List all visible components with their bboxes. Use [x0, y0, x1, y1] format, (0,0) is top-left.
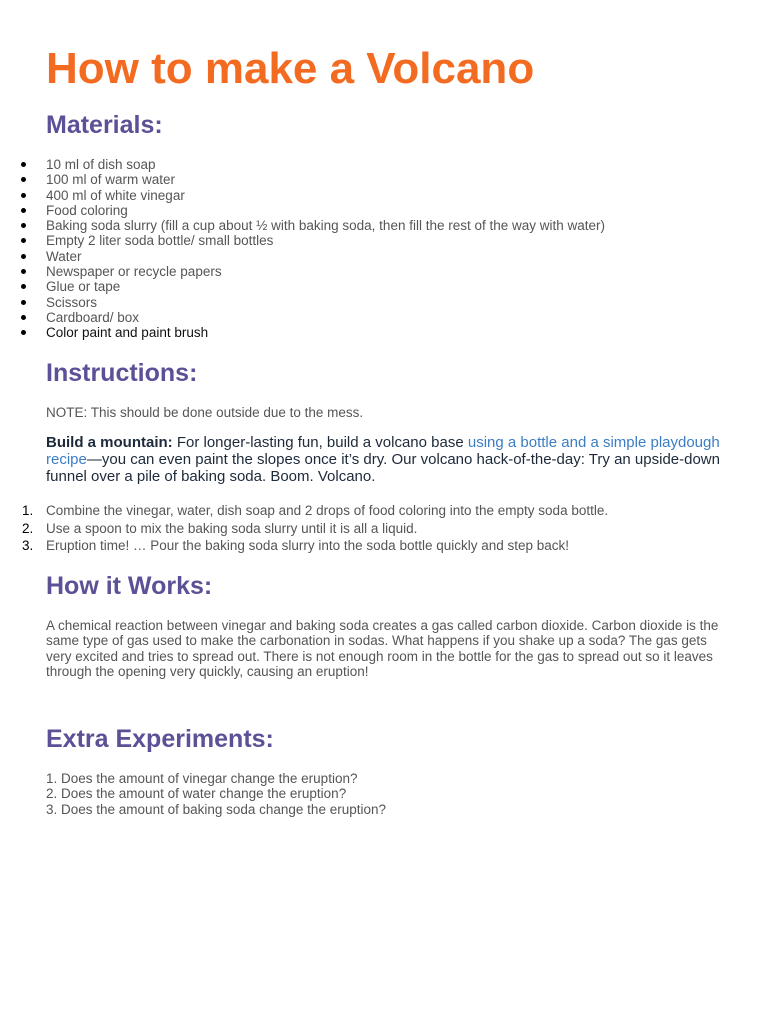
- page-title: How to make a Volcano: [46, 44, 535, 93]
- list-item: 1. Does the amount of vinegar change the eruption?: [46, 771, 358, 786]
- list-item: [0, 264, 605, 279]
- list-item: [0, 279, 605, 294]
- list-item-text: 10 ml of dish soap: [46, 157, 156, 172]
- bullet-icon: [21, 254, 26, 259]
- list-item-text: 400 ml of white vinegar: [46, 187, 185, 203]
- list-item: 3. Does the amount of baking soda change the eruption?: [46, 801, 386, 817]
- list-item: [0, 157, 605, 172]
- list-item: [0, 310, 605, 325]
- materials-list: [0, 157, 605, 341]
- list-item-text: Empty 2 liter soda bottle/ small bottles: [46, 233, 274, 249]
- bullet-icon: [21, 238, 26, 243]
- step-number: 3.: [22, 538, 34, 553]
- bullet-icon: [21, 300, 26, 305]
- bullet-icon: [21, 208, 26, 213]
- step-item: [0, 537, 608, 555]
- bullet-icon: [21, 269, 26, 274]
- list-item: [0, 233, 605, 248]
- build-mountain-paragraph: [46, 434, 736, 485]
- instructions-heading: Instructions:: [46, 359, 198, 387]
- list-item: [0, 295, 605, 310]
- step-text: Combine the vinegar, water, dish soap and 2 drops of food coloring into the empty soda bottle.: [46, 503, 609, 518]
- step-number: 1.: [22, 503, 34, 518]
- list-item-text: Newspaper or recycle papers: [46, 264, 222, 280]
- extra-experiments-list: [46, 771, 386, 817]
- step-text: Eruption time! … Pour the baking soda slurry into the soda bottle quickly and step back!: [46, 538, 570, 553]
- bullet-icon: [21, 193, 26, 198]
- build-mountain-label: Build a mountain:: [46, 434, 173, 451]
- list-item: [0, 218, 605, 233]
- list-item-text: Baking soda slurry (fill a cup about ½ with baking soda, then fill the rest of the way with water): [46, 218, 606, 234]
- build-mountain-text: For longer-lasting fun, build a volcano base: [172, 434, 468, 451]
- playdough-recipe-link[interactable]: using a bottle and a simple playdough recipe: [46, 434, 720, 468]
- instruction-steps: [0, 502, 608, 555]
- list-item: [0, 203, 605, 218]
- list-item-text: Water: [46, 248, 82, 264]
- list-item: [0, 249, 605, 264]
- bullet-icon: [21, 284, 26, 289]
- step-number: 2.: [22, 520, 34, 536]
- list-item-text: Color paint and paint brush: [46, 325, 209, 341]
- build-mountain-text-end: —you can even paint the slopes once it’s dry. Our volcano hack-of-the-day: Try an upside-down funnel over a pile of baking soda. Boom. Volcano.: [46, 451, 720, 485]
- materials-heading: Materials:: [46, 111, 163, 139]
- list-item-text: Cardboard/ box: [46, 309, 140, 325]
- bullet-icon: [21, 330, 26, 335]
- step-item: [0, 502, 608, 520]
- note-text: NOTE: This should be done outside due to the mess.: [46, 405, 364, 420]
- list-item: [0, 188, 605, 203]
- bullet-icon: [21, 315, 26, 320]
- list-item-text: Glue or tape: [46, 279, 121, 295]
- list-item: [0, 325, 605, 340]
- step-item: [0, 520, 608, 538]
- list-item: 2. Does the amount of water change the eruption?: [46, 786, 347, 802]
- list-item: [0, 172, 605, 187]
- how-it-works-paragraph: A chemical reaction between vinegar and baking soda creates a gas called carbon dioxide. Carbon dioxide is the same type of gas used to make the carbonation in sodas. What happens if you shake up a soda? The gas gets very excited and tries to spread out. There is not enough room in the bottle for the gas to spread out so it leaves through the opening very quickly, causing an eruption!: [46, 618, 719, 680]
- list-item-text: Food coloring: [46, 202, 128, 218]
- bullet-icon: [21, 223, 26, 228]
- bullet-icon: [21, 177, 26, 182]
- list-item-text: Scissors: [46, 294, 98, 310]
- how-it-works-heading: How it Works:: [46, 572, 213, 600]
- extra-experiments-heading: Extra Experiments:: [46, 725, 274, 753]
- step-text: Use a spoon to mix the baking soda slurry until it is all a liquid.: [46, 520, 418, 536]
- bullet-icon: [21, 162, 26, 167]
- list-item-text: 100 ml of warm water: [46, 172, 176, 188]
